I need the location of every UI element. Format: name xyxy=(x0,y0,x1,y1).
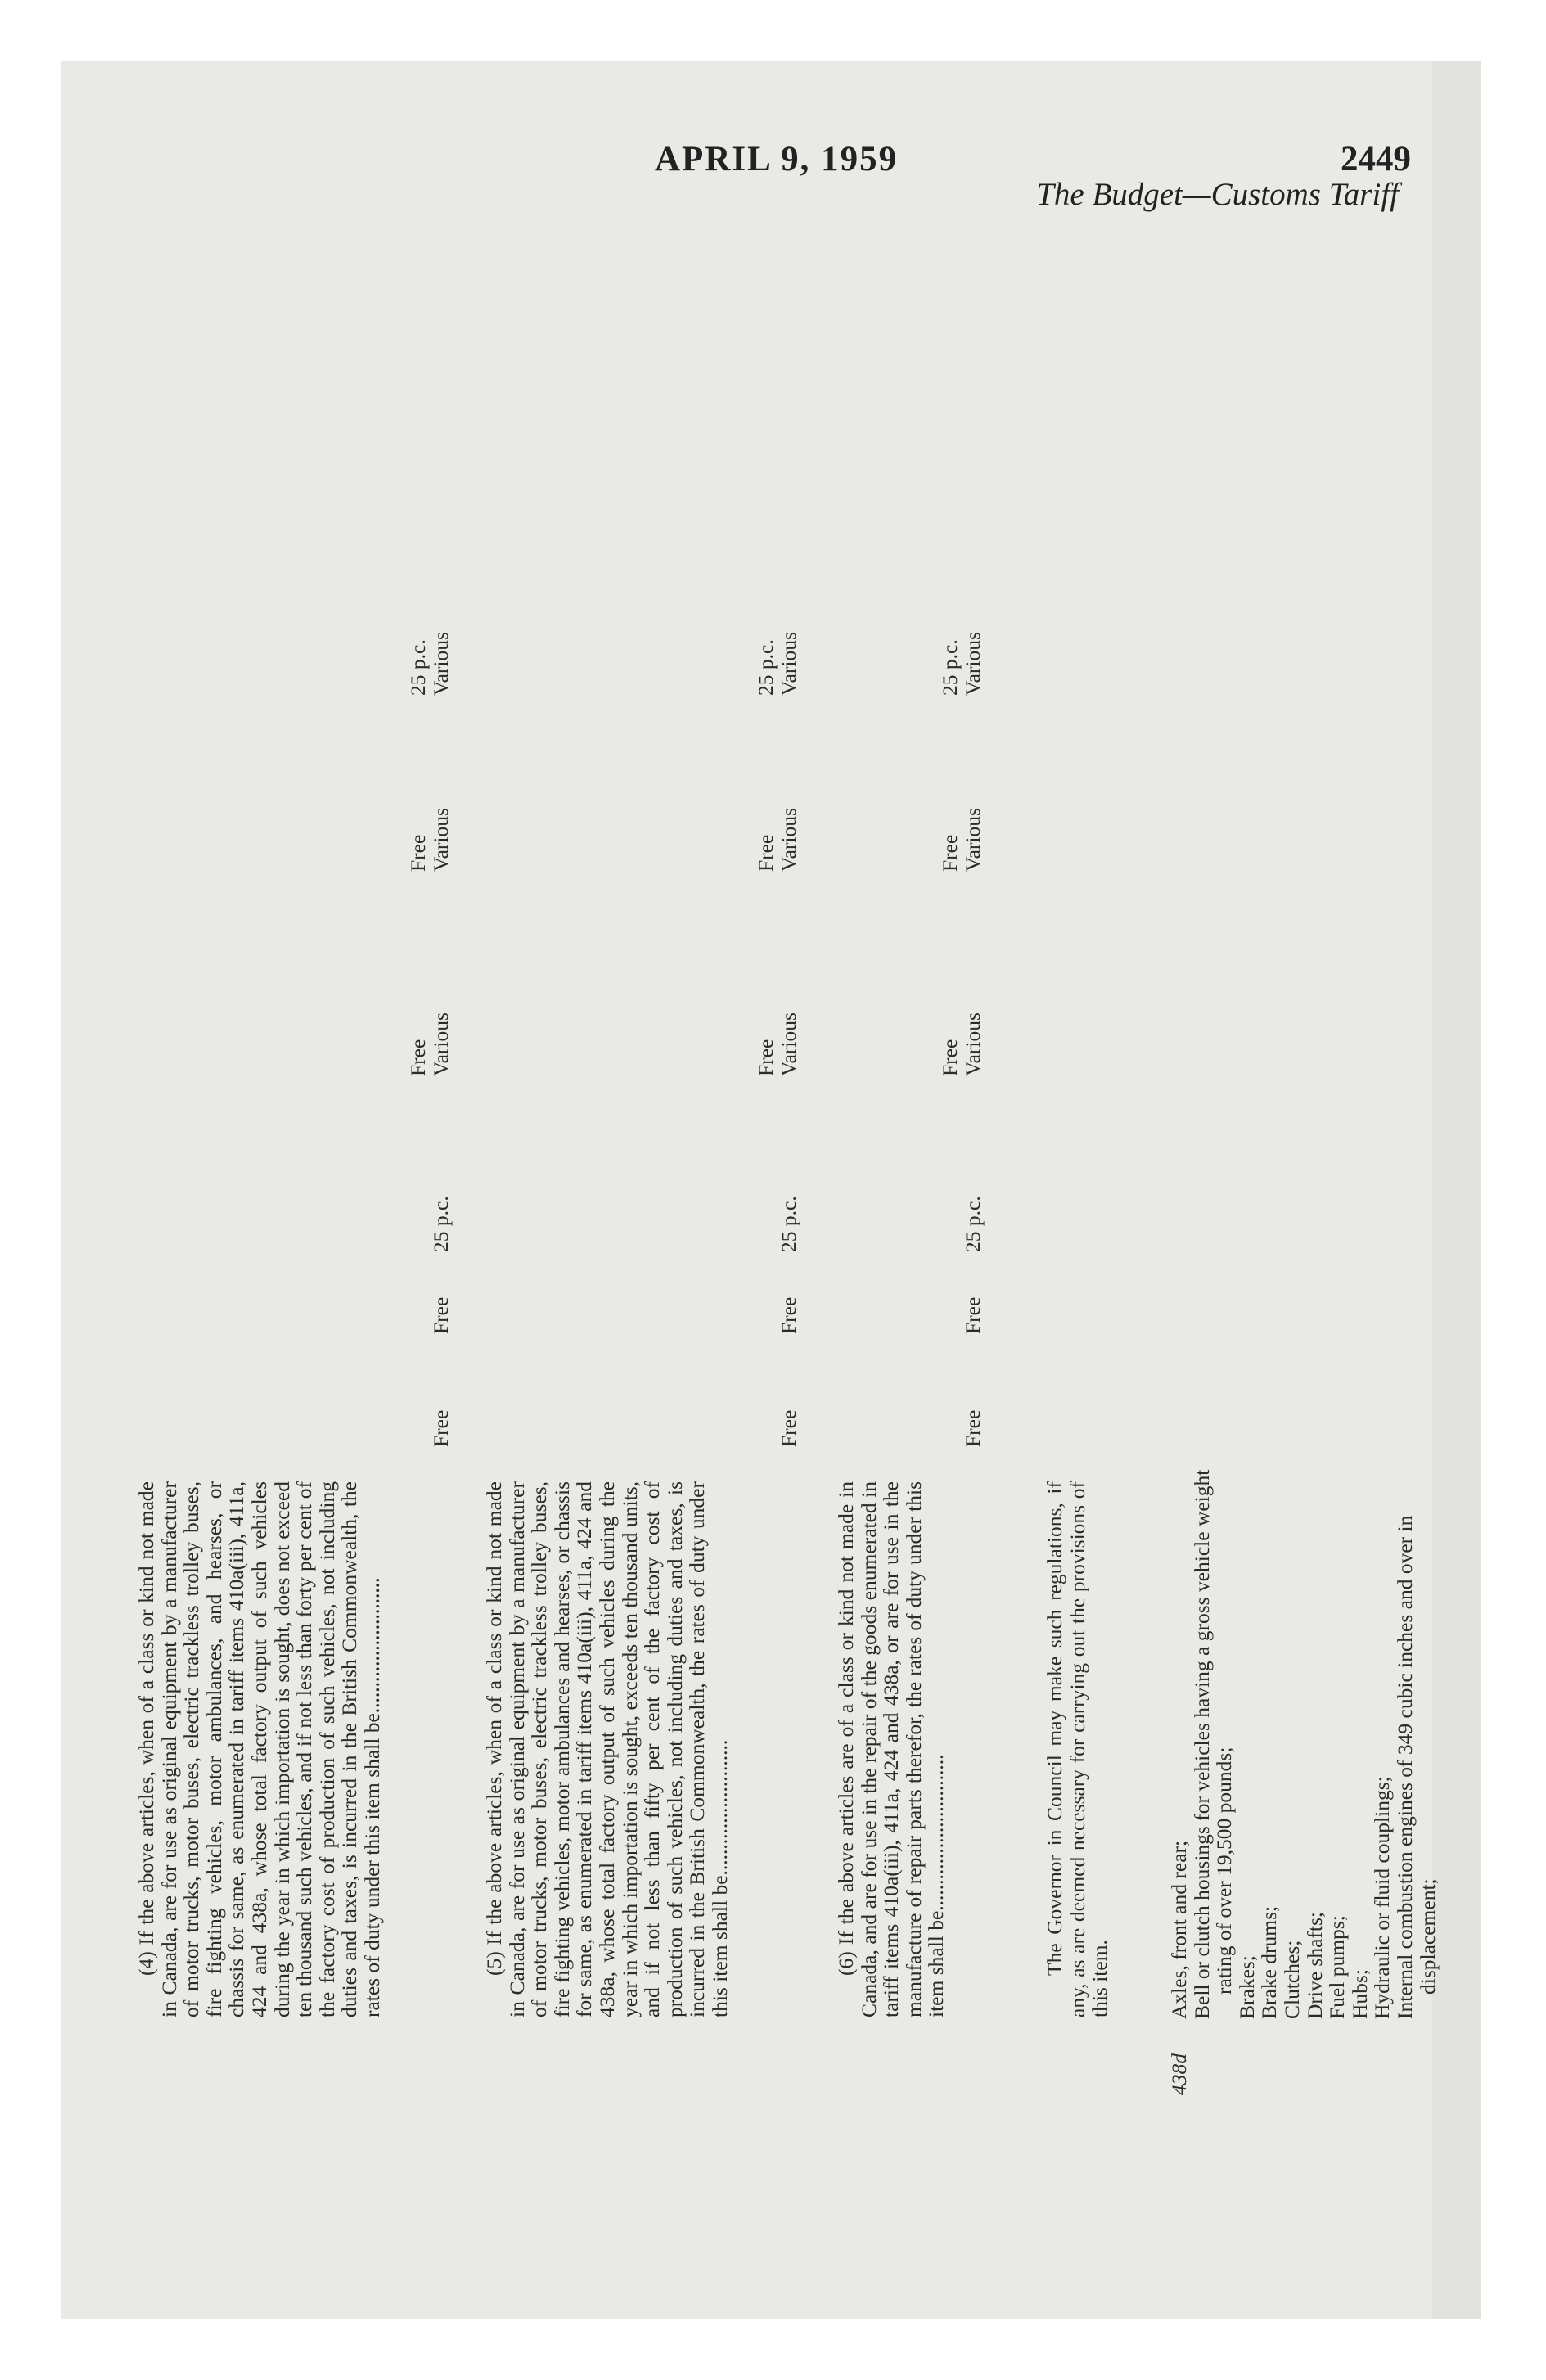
p5-rate-col5: Free Various xyxy=(754,808,800,872)
list-item: Fuel pumps; xyxy=(1325,1915,1350,2019)
list-item: Hubs; xyxy=(1347,1969,1372,2019)
p6-rate-col5: Free Various xyxy=(938,808,985,872)
paragraph-4: (4) If the above articles, when of a class or kind not made in Canada, are for use as original equipment by a manufacturer of motor trucks, motor buses, electric trackless trolley buses, fire fighting vehicles, motor ambulances, and hearses, or chassis for same, as enumerated in tariff items 410a(iii), 411a, 424 and 438a, whose total factory output of such vehicles during the year in which importation is sought, does not exceed ten thousand such vehicles, and if not less than forty per cent of the factory cost of production of such vehicles, not including duties and taxes, is incurred in the British Commonwealth, the rates of duty under this item shall be.......................... xyxy=(134,1481,384,2017)
paragraph-6: (6) If the above articles are of a class or kind not made in Canada, and are for use in the repair of the goods enumerated in tariff items 410a(iii), 411a, 424 and 438a, or are for use in the manufacture of repair parts therefor, the rates of duty under this item shall be.............................. xyxy=(834,1481,949,2017)
p5-rate-british-preferential: Free xyxy=(777,1409,800,1447)
list-item: Axles, front and rear; xyxy=(1167,1840,1191,2019)
paragraph-4-text: (4) If the above articles, when of a class or kind not made in Canada, are for use as original equipment by a manufacturer of motor trucks, motor buses, electric trackless trolley buses, fire fighting vehicles, motor ambulances, and hearses, or chassis for same, as enumerated in tariff items 410a(iii), 411a, 424 and 438a, whose total factory output of such vehicles during the year in which importation is sought, does not exceed ten thousand such vehicles, and if not less than forty per cent of the factory cost of production of such vehicles, not including duties and taxes, is incurred in the British Commonwealth, the rates of duty under this item shall be xyxy=(134,1481,384,2017)
p4-rate-british-preferential: Free xyxy=(429,1409,453,1447)
page-number: 2449 xyxy=(1341,140,1411,178)
paragraph-6-text: (6) If the above articles are of a class or kind not made in Canada, and are for use in the repair of the goods enumerated in tariff items 410a(iii), 411a, 424 and 438a, or are for use in the manufacture of repair parts therefor, the rates of duty under this item shall be xyxy=(834,1481,949,2017)
p5-rate-mfn: Free xyxy=(777,1296,800,1334)
list-item: Clutches; xyxy=(1279,1940,1304,2019)
p4-rate-col5: Free Various xyxy=(406,808,453,872)
p5-rate-col6: 25 p.c. Various xyxy=(754,632,800,696)
page-subtitle: The Budget—Customs Tariff xyxy=(1036,177,1399,212)
list-item: Brake drums; xyxy=(1257,1905,1282,2019)
p4-rate-col4: Free Various xyxy=(406,1012,453,1076)
p4-rate-col6: 25 p.c. Various xyxy=(406,632,453,696)
p6-rate-mfn: Free xyxy=(961,1296,985,1334)
list-item: Drive shafts; xyxy=(1302,1911,1327,2019)
list-item: Brakes; xyxy=(1234,1955,1259,2019)
paragraph-5: (5) If the above articles, when of a class or kind not made in Canada, are for use as original equipment by a manufacturer of motor trucks, motor buses, electric trackless trolley buses, fire fighting vehicles, motor ambulances and hearses, or chassis for same, as enumerated in tariff items 410a(iii), 411a, 424 and 438a, whose total factory output of such vehicles during the year in which importation is sought, exceeds ten thousand units, and if not less than fifty per cent of the factory cost of production of such vehicles, not including duties and taxes, is incurred in the British Commonwealth, the rates of duty under this item shall be.......................... xyxy=(482,1481,732,2017)
list-item: Bell or clutch housings for vehicles having a gross vehicle weight rating of over 19,500 pounds; xyxy=(1189,1469,1237,2019)
p6-rate-col6: 25 p.c. Various xyxy=(938,632,985,696)
p6-rate-col4: Free Various xyxy=(938,1012,985,1076)
p6-rate-general: 25 p.c. xyxy=(961,1196,985,1252)
paragraph-5-text: (5) If the above articles, when of a class or kind not made in Canada, are for use as original equipment by a manufacturer of motor trucks, motor buses, electric trackless trolley buses, fire fighting vehicles, motor ambulances and hearses, or chassis for same, as enumerated in tariff items 410a(iii), 411a, 424 and 438a, whose total factory output of such vehicles during the year in which importation is sought, exceeds ten thousand units, and if not less than fifty per cent of the factory cost of production of such vehicles, not including duties and taxes, is incurred in the British Commonwealth, the rates of duty under this item shall be xyxy=(482,1481,732,2017)
list-item: Hydraulic or fluid couplings; xyxy=(1370,1776,1395,2019)
page-date: APRIL 9, 1959 xyxy=(655,140,899,178)
rotated-tariff-table xyxy=(134,340,1461,2095)
item-438d-list xyxy=(1168,1446,1439,2019)
p6-rate-british-preferential: Free xyxy=(961,1409,985,1447)
p4-rate-mfn: Free xyxy=(429,1296,453,1334)
p5-rate-general: 25 p.c. xyxy=(777,1196,800,1252)
p4-rate-general: 25 p.c. xyxy=(429,1196,453,1252)
list-item: Internal combustion engines of 349 cubic inches and over in displacement; xyxy=(1392,1515,1440,2019)
item-number-438d: 438d xyxy=(1167,2053,1191,2095)
p5-rate-col4: Free Various xyxy=(754,1012,800,1076)
governor-note: The Governor in Council may make such regulations, if any, as are deemed necessary for carrying out the provisions of this item. xyxy=(1043,1481,1112,2017)
